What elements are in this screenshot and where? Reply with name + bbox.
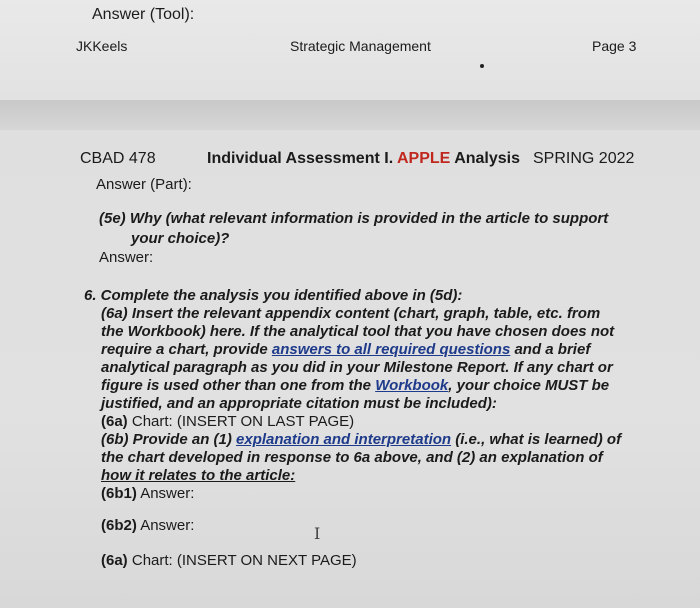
answer-tool-label: Answer (Tool):	[92, 6, 195, 23]
term: SPRING 2022	[533, 150, 635, 167]
q6b-line1	[101, 431, 621, 448]
workbook-link[interactable]: Workbook	[375, 377, 449, 394]
q6a-line3-pre: require a chart, provide	[101, 341, 272, 358]
chart-6a-code: (6a)	[101, 413, 128, 430]
answer-6b1-code: (6b1)	[101, 485, 137, 502]
q6a-line5	[101, 377, 609, 394]
page-break-shadow	[0, 100, 700, 130]
q6b-line1-pre: (6b) Provide an (1)	[101, 431, 237, 448]
title-suffix: Analysis	[454, 150, 521, 167]
course-code: CBAD 478	[80, 150, 156, 167]
ink-dot	[480, 64, 484, 68]
q6a-line3	[101, 341, 590, 358]
explanation-link[interactable]: explanation and interpretation	[236, 431, 452, 448]
answer-6b2-text[interactable]: Answer:	[140, 517, 195, 534]
chart-6a-text: Chart: (INSERT ON LAST PAGE)	[131, 413, 355, 430]
q6b-line2: the chart developed in response to 6a above, and (2) an explanation of	[101, 449, 603, 466]
chart-6a-next-code: (6a)	[101, 552, 128, 569]
q5e-line2: your choice)?	[131, 230, 230, 247]
q6a-line5-post: , your choice MUST be	[448, 377, 610, 394]
q6a-line5-pre: figure is used other than one from the	[101, 377, 376, 394]
header-page-number: Page 3	[592, 38, 637, 54]
chart-6a-last-page	[101, 413, 354, 430]
q5e-line1: (5e) Why (what relevant information is provided in the article to support	[99, 210, 609, 227]
text-cursor-icon: I	[314, 524, 321, 543]
q6a-line4: analytical paragraph as you did in your Milestone Report. If any chart or	[101, 359, 613, 376]
q6a-line2: the Workbook) here. If the analytical tool that you have chosen does not	[101, 323, 615, 340]
answer-6b1-text[interactable]: Answer:	[140, 485, 195, 502]
answer-part-label: Answer (Part):	[96, 176, 192, 193]
q6b-line1-post: (i.e., what is learned) of	[451, 431, 622, 448]
q6a-line3-post: and a brief	[510, 341, 591, 358]
q6b-line3: how it relates to the article:	[101, 467, 296, 484]
chart-6a-next-text: Chart: (INSERT ON NEXT PAGE)	[131, 552, 357, 569]
header-course-title: Strategic Management	[290, 38, 431, 54]
company-name: APPLE	[397, 150, 451, 167]
q6a-line1: (6a) Insert the relevant appendix content (chart, graph, table, etc. from	[101, 305, 601, 322]
answer-6b2	[101, 517, 194, 534]
chart-6a-next-page	[101, 552, 357, 569]
title-prefix: Individual Assessment I.	[207, 150, 394, 167]
answer-6b1	[101, 485, 194, 502]
required-questions-link[interactable]: answers to all required questions	[271, 341, 511, 358]
answer-6b2-code: (6b2)	[101, 517, 137, 534]
q6-heading: 6. Complete the analysis you identified above in (5d):	[84, 287, 463, 304]
assessment-title	[207, 150, 520, 168]
header-author: JKKeels	[76, 38, 128, 54]
q6a-line6: justified, and an appropriate citation must be included):	[101, 395, 497, 412]
q5e-answer-label: Answer:	[99, 249, 154, 266]
